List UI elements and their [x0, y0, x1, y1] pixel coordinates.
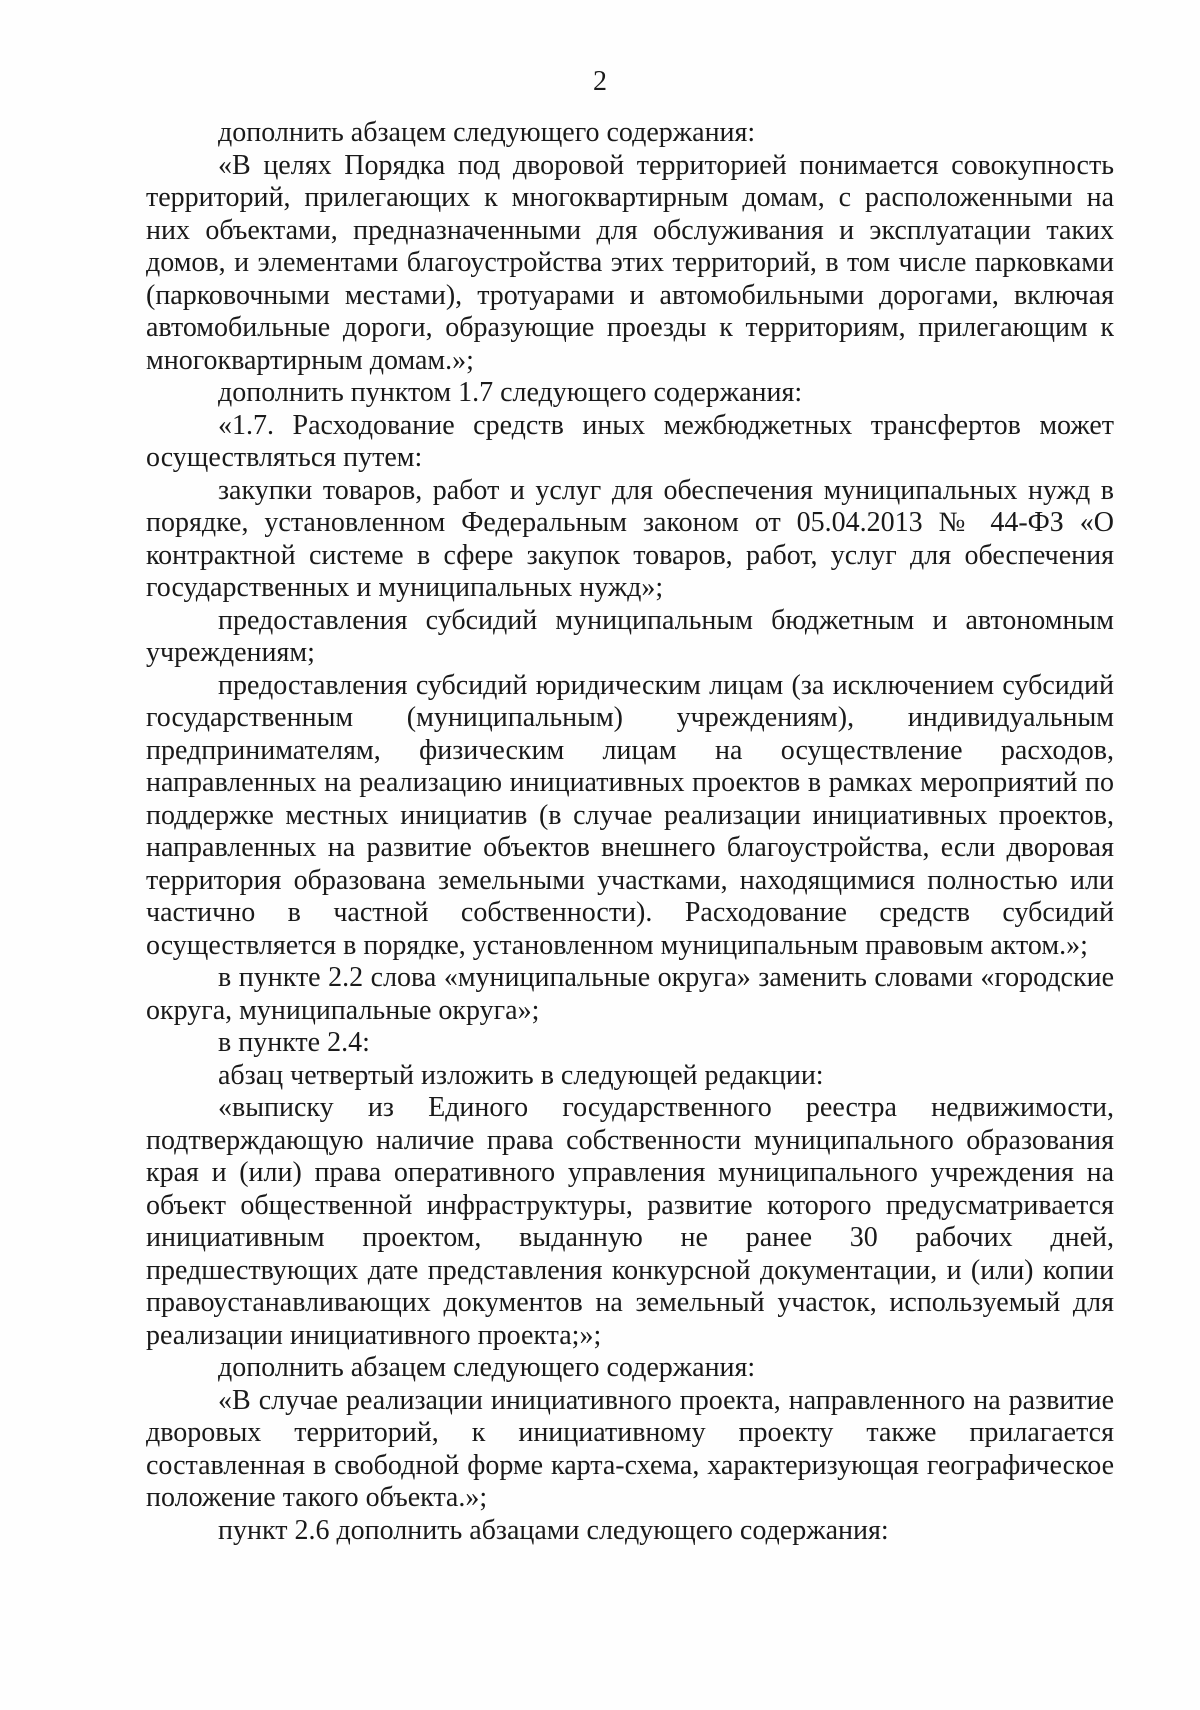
paragraph: «В целях Порядка под дворовой территорией понимается совокупность территорий, прилегающих к многоквартирным домам, с расположенными на них объектами, предназначенными для обслуживания и эксплуатации таких домов, и элементами благоустройства этих территорий, в том числе парковками (парковочными местами), тротуарами и автомобильными дорогами, включая автомобильные дороги, образующие проезды к территориям, прилегающим к многоквартирным домам.»; — [146, 149, 1114, 376]
paragraph: дополнить абзацем следующего содержания: — [218, 1352, 756, 1383]
document-body — [146, 117, 1114, 1547]
paragraph: предоставления субсидий юридическим лицам (за исключением субсидий государственным (муниципальным) учреждениям), индивидуальным предпринимателям, физическим лицам на осуществление расходов, направленных на реализацию инициативных проектов в рамках мероприятий по поддержке местных инициатив (в случае реализации инициативных проектов, направленных на развитие объектов внешнего благоустройства, если дворовая территория образована земельными участками, находящимися полностью или частично в частной собственности). Расходование средств субсидий осуществляется в порядке, установленном муниципальным правовым актом.»; — [146, 669, 1114, 961]
paragraph: в пункте 2.2 слова «муниципальные округа» заменить словами «городские округа, муниципальные округа»; — [146, 962, 1114, 1026]
paragraph: абзац четвертый изложить в следующей редакции: — [218, 1059, 824, 1091]
paragraph: предоставления субсидий муниципальным бюджетным и автономным учреждениям; — [146, 604, 1114, 668]
paragraph: в пункте 2.4: — [218, 1027, 370, 1058]
paragraph: «В случае реализации инициативного проекта, направленного на развитие дворовых территорий, к инициативному проекту также прилагается составленная в свободной форме карта-схема, характеризующая географическое положение такого объекта.»; — [146, 1384, 1114, 1513]
paragraph: пункт 2.6 дополнить абзацами следующего содержания: — [218, 1514, 889, 1546]
paragraph: дополнить пунктом 1.7 следующего содержания: — [218, 377, 803, 408]
paragraph: закупки товаров, работ и услуг для обеспечения муниципальных нужд в порядке, установленном Федеральным законом от 05.04.2013 № 44-ФЗ «О контрактной системе в сфере закупок товаров, работ, услуг для обеспечения государственных и муниципальных нужд»; — [146, 474, 1114, 603]
paragraph: «выписку из Единого государственного реестра недвижимости, подтверждающую наличие права собственности муниципального образования края и (или) права оперативного управления муниципального учреждения на объект общественной инфраструктуры, развитие которого предусматривается инициативным проектом, выданную не ранее 30 рабочих дней, предшествующих дате представления конкурсной документации, и (или) копии правоустанавливающих документов на земельный участок, используемый для реализации инициативного проекта;»; — [146, 1092, 1114, 1351]
paragraph: «1.7. Расходование средств иных межбюджетных трансфертов может осуществляться путем: — [146, 409, 1114, 473]
paragraph: дополнить абзацем следующего содержания: — [218, 117, 756, 148]
page-number: 2 — [593, 66, 607, 97]
